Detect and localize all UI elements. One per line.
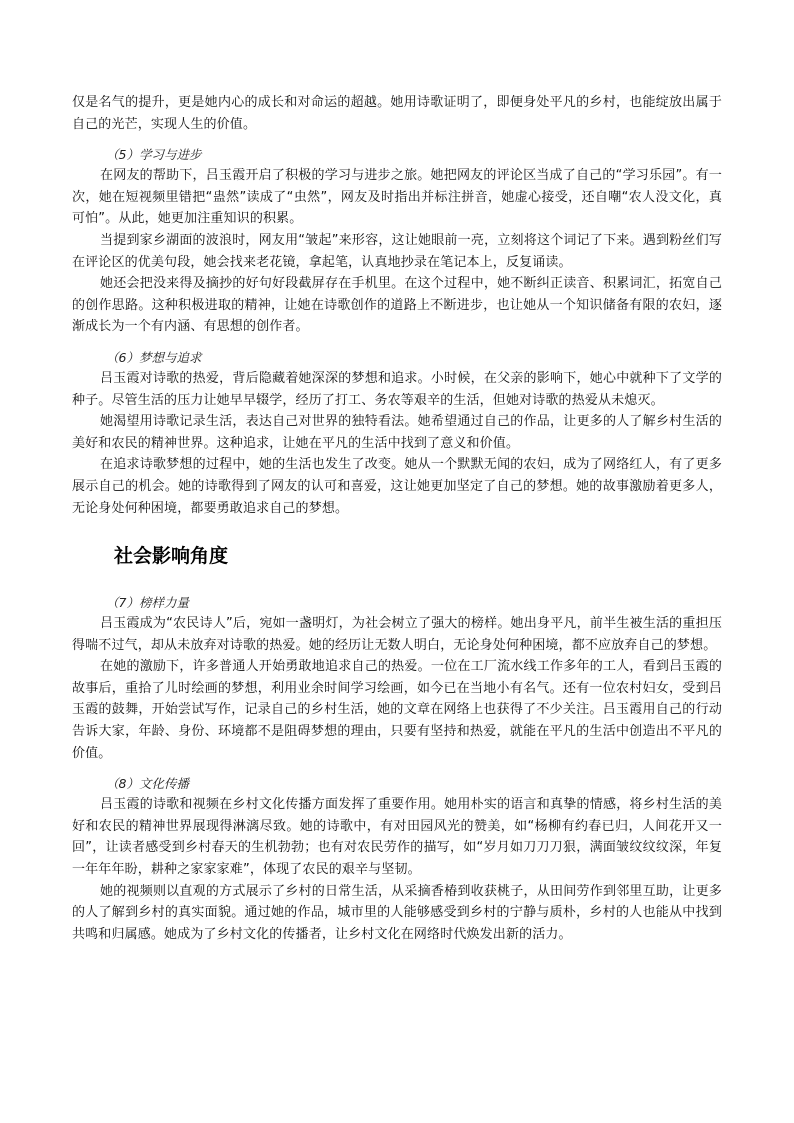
paragraph: 她的视频则以直观的方式展示了乡村的日常生活，从采摘香椿到收获桃子，从田间劳作到邻里互助，让更多的人了解到乡村的真实面貌。通过她的作品，城市里的人能够感受到乡村的宁静与质朴，乡村的人也能从中找到共鸣和归属感。她成为了乡村文化的传播者，让乡村文化在网络时代焕发出新的活力。 — [72, 883, 722, 942]
document-page — [72, 92, 722, 945]
paragraph: 吕玉霞的诗歌和视频在乡村文化传播方面发挥了重要作用。她用朴实的语言和真挚的情感，将乡村生活的美好和农民的精神世界展现得淋漓尽致。她的诗歌中，有对田园风光的赞美，如“杨柳有约春已归，人间花开又一回”，让读者感受到乡村春天的生机勃勃；也有对农民劳作的描写，如“岁月如刀刀刀狠，满面皱纹纹纹深，年复一年年年盼，耕种之家家家难”，体现了农民的艰辛与坚韧。 — [72, 797, 722, 878]
paragraph: 她还会把没来得及摘抄的好句好段截屏存在手机里。在这个过程中，她不断纠正读音、积累词汇，拓宽自己的创作思路。这种积极进取的精神，让她在诗歌创作的道路上不断进步，也让她从一个知识储备有限的农妇，逐渐成长为一个有内涵、有思想的创作者。 — [72, 276, 722, 335]
section-title-study: （5）学习与进步 — [106, 147, 202, 163]
section-heading: 社会影响角度 — [114, 545, 229, 568]
section-title-role-model: （7）榜样力量 — [106, 595, 189, 611]
paragraph: 她渴望用诗歌记录生活，表达自己对世界的独特看法。她希望通过自己的作品，让更多的人了解乡村生活的美好和农民的精神世界。这种追求，让她在平凡的生活中找到了意义和价值。 — [72, 414, 722, 451]
section-title-culture: （8）文化传播 — [106, 776, 189, 792]
spacer — [72, 519, 722, 543]
paragraph: 当提到家乡湖面的波浪时，网友用“皱起”来形容，这让她眼前一亮，立刻将这个词记了下来。遇到粉丝们写在评论区的优美句段，她会找来老花镜，拿起笔，认真地抄录在笔记本上，反复诵读。 — [72, 232, 722, 270]
paragraph: 在她的激励下，许多普通人开始勇敢地追求自己的热爱。一位在工厂流水线工作多年的工人，看到吕玉霞的故事后，重拾了儿时绘画的梦想，利用业余时间学习绘画，如今已在当地小有名气。还有一位农村妇女，受到吕玉霞的鼓舞，开始尝试写作，记录自己的乡村生活，她的文章在网络上也获得了不少关注。吕玉霞用自己的行动告诉大家，年龄、身份、环境都不是阻碍梦想的理由，只要有坚持和热爱，就能在平凡的生活中创造出不平凡的价值。 — [72, 659, 722, 761]
section-title-dream: （6）梦想与追求 — [106, 349, 202, 365]
paragraph: 在追求诗歌梦想的过程中，她的生活也发生了改变。她从一个默默无闻的农妇，成为了网络红人，有了更多展示自己的机会。她的诗歌得到了网友的认可和喜爱，这让她更加坚定了自己的梦想。她的故事激励着更多人，无论身处何种困境，都要勇敢追求自己的梦想。 — [72, 457, 722, 516]
intro-paragraph: 仅是名气的提升，更是她内心的成长和对命运的超越。她用诗歌证明了，即便身处平凡的乡村，也能绽放出属于自己的光芒，实现人生的价值。 — [72, 95, 722, 132]
paragraph: 吕玉霞成为“农民诗人”后，宛如一盏明灯，为社会树立了强大的榜样。她出身平凡，前半生被生活的重担压得喘不过气，却从未放弃对诗歌的热爱。她的经历让无数人明白，无论身处何种困境，都不应放弃自己的梦想。 — [72, 616, 722, 653]
spacer — [72, 569, 722, 593]
paragraph: 吕玉霞对诗歌的热爱，背后隐藏着她深深的梦想和追求。小时候，在父亲的影响下，她心中就种下了文学的种子。尽管生活的压力让她早早辍学，经历了打工、务农等艰辛的生活，但她对诗歌的热爱从未熄灭。 — [72, 370, 722, 408]
spacer — [72, 764, 722, 774]
paragraph: 在网友的帮助下，吕玉霞开启了积极的学习与进步之旅。她把网友的评论区当成了自己的“学习乐园”。有一次，她在短视频里错把“蛊然”读成了“虫然”，网友及时指出并标注拼音，她虚心接受，还自嘲“农人没文化，真可怕”。从此，她更加注重知识的积累。 — [72, 168, 722, 227]
spacer — [72, 338, 722, 348]
spacer — [72, 135, 722, 145]
